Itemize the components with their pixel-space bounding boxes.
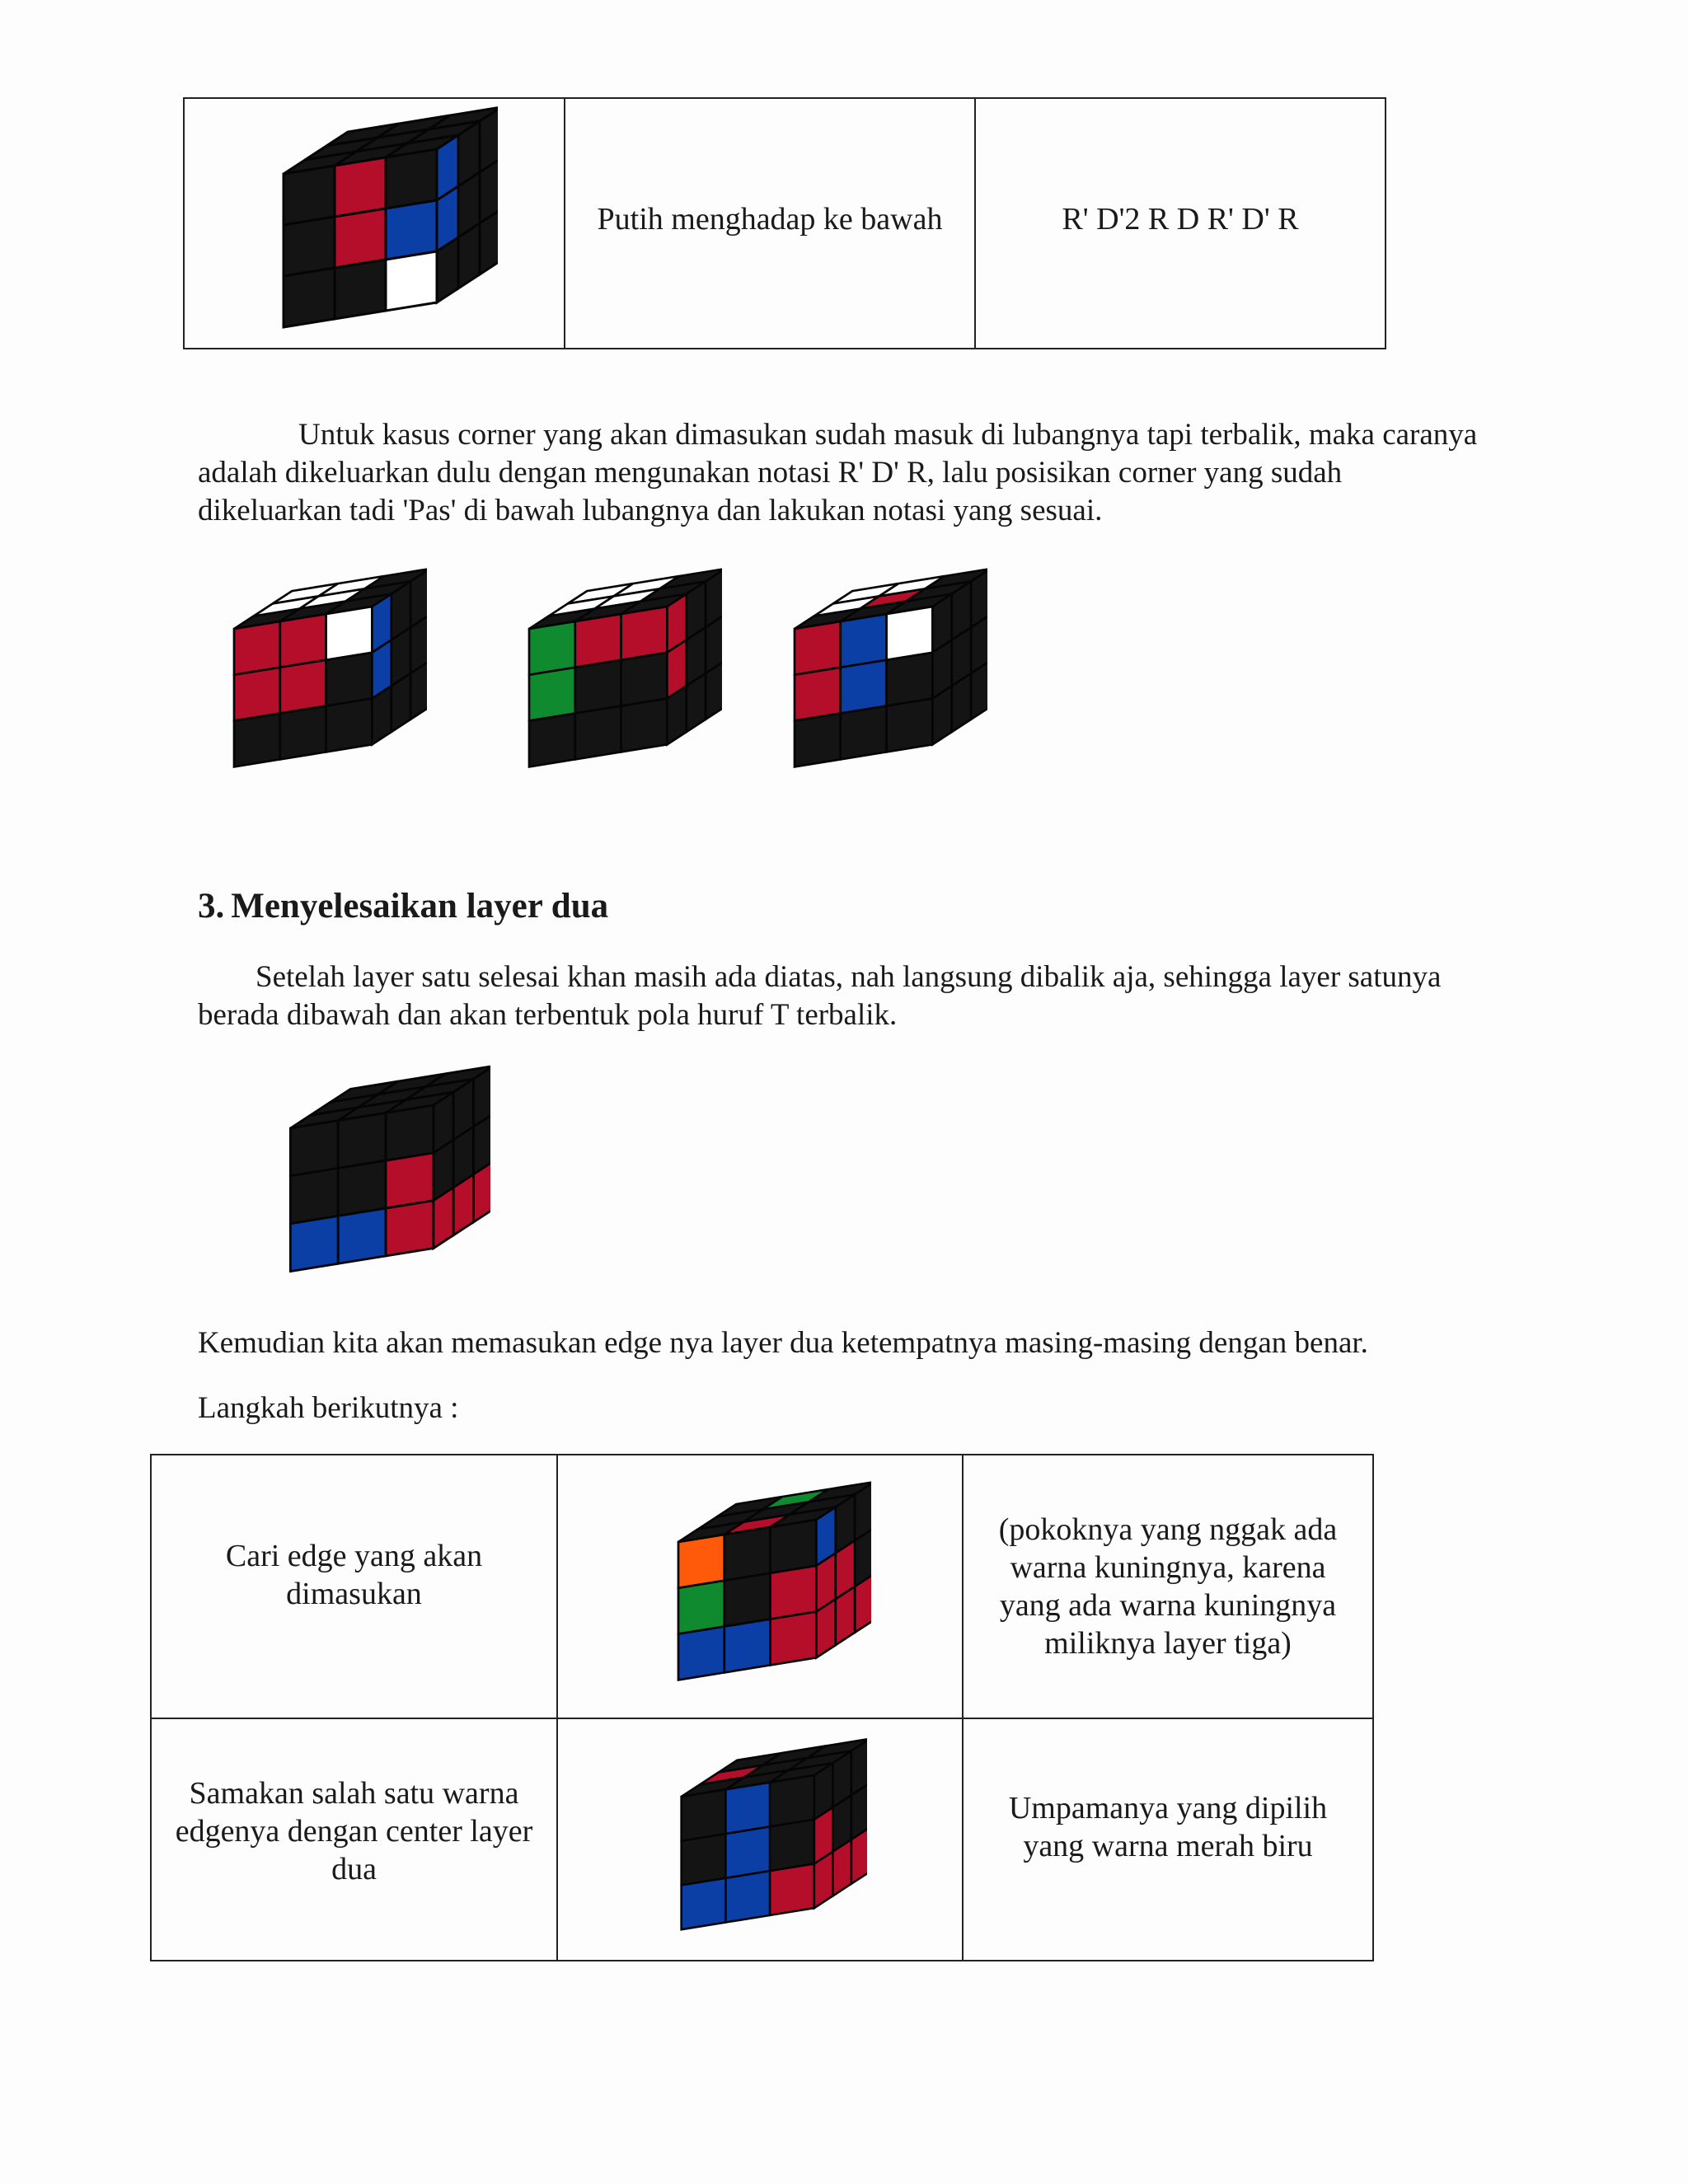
cube-sticker-front: [284, 166, 335, 225]
cube-sticker-front: [234, 668, 280, 721]
cube-sticker-front: [887, 699, 933, 752]
cube-sticker-front: [841, 706, 887, 760]
cube-sticker-front: [386, 149, 437, 209]
cube-sticker-front: [771, 1520, 817, 1573]
cube-sticker-front: [724, 1619, 771, 1673]
step-instruction-cell: [151, 1455, 557, 1718]
cube-sticker-front: [682, 1789, 726, 1840]
cube-sticker-front: [326, 699, 373, 752]
cube-sticker-front: [386, 1105, 434, 1160]
cube-layer-two: [260, 1055, 490, 1294]
table-row: [151, 1718, 1373, 1961]
cube-sticker-front: [771, 1566, 817, 1619]
cube-sticker-front: [529, 714, 575, 767]
cube-sticker-front: [338, 1113, 386, 1168]
cube-sticker-front: [290, 1216, 338, 1271]
case-description: Putih menghadap ke bawah: [597, 202, 943, 237]
step-instruction-cell: [151, 1718, 557, 1961]
cube-sticker-front: [887, 653, 933, 706]
cube-sticker-front: [725, 1826, 770, 1877]
step-image-cell: [557, 1455, 963, 1718]
cube-sticker-front: [280, 660, 326, 714]
cube-sticker-front: [724, 1527, 771, 1581]
cube-sticker-front: [770, 1820, 814, 1871]
cube-sticker-front: [841, 660, 887, 714]
cube-corner-step-3: [765, 554, 987, 793]
cube-sticker-front: [386, 1153, 434, 1208]
step-instruction: Cari edge yang akan dimasukan: [225, 1539, 483, 1611]
cube-sticker-front: [335, 209, 386, 268]
steps-table: [150, 1454, 1374, 1961]
cube-sticker-front: [678, 1627, 724, 1680]
section-number: 3.: [198, 887, 225, 926]
cube-sticker-front: [771, 1612, 817, 1666]
cube-sticker-front: [234, 714, 280, 767]
cube-sticker-front: [724, 1573, 771, 1627]
cube-sticker-front: [621, 653, 668, 706]
cube-sticker-front: [326, 607, 373, 660]
cube-sticker-front: [682, 1834, 726, 1885]
cube-sticker-front: [290, 1169, 338, 1224]
cube-corner-step-1: [204, 554, 427, 793]
cube-sticker-front: [575, 660, 621, 714]
cube-sticker-front: [335, 260, 386, 319]
cube-sticker-front: [841, 614, 887, 668]
cube-sticker-front: [290, 1121, 338, 1176]
cube-sticker-front: [621, 699, 668, 752]
step-instruction: Samakan salah satu warna edgenya dengan center layer dua: [175, 1776, 533, 1886]
cube-sticker-front: [326, 653, 373, 706]
step-note: (pokoknya yang nggak ada warna kuningnya, karena yang ada warna kuningnya miliknya layer tiga): [998, 1512, 1338, 1661]
cube-sticker-front: [338, 1208, 386, 1263]
cube-sticker-front: [284, 217, 335, 276]
steps-label: Langkah berikutnya :: [198, 1391, 459, 1425]
top-table-image-cell: [184, 98, 565, 349]
cube-sticker-front: [335, 157, 386, 217]
cube-sticker-front: [770, 1775, 814, 1826]
cube-sticker-front: [575, 614, 621, 668]
cube-sticker-front: [725, 1871, 770, 1922]
cube-illustration: [251, 100, 498, 347]
cube-sticker-front: [795, 668, 841, 721]
top-table-description-cell: [565, 98, 975, 349]
layer-paragraph: Setelah layer satu selesai khan masih ada diatas, nah langsung dibalik aja, sehingga layer satunya berada dibawah dan akan terbentuk pola huruf T terbalik.: [198, 960, 1442, 1032]
step-note: Umpamanya yang dipilih yang warna merah biru: [1008, 1791, 1328, 1863]
cube-sticker-front: [386, 1201, 434, 1256]
step-note-cell: [963, 1718, 1373, 1961]
cube-sticker-front: [682, 1878, 726, 1929]
cube-step-1: [649, 1467, 871, 1706]
cube-sticker-front: [887, 607, 933, 660]
cube-sticker-front: [795, 621, 841, 675]
cube-sticker-front: [280, 706, 326, 760]
step-note-cell: [963, 1455, 1373, 1718]
cube-sticker-front: [678, 1581, 724, 1634]
top-table: [183, 97, 1386, 349]
cube-sticker-front: [678, 1535, 724, 1588]
cube-sticker-front: [575, 706, 621, 760]
cube-sticker-front: [386, 251, 437, 311]
top-table-notation-cell: [975, 98, 1386, 349]
notation-sequence: R' D'2 R D R' D' R: [1062, 202, 1299, 237]
cube-sticker-front: [725, 1783, 770, 1834]
cube-sticker-front: [284, 268, 335, 327]
cube-sticker-front: [770, 1863, 814, 1915]
section-heading: [198, 885, 608, 928]
section-title: Menyelesaikan layer dua: [231, 887, 609, 926]
cube-sticker-front: [338, 1160, 386, 1216]
cube-sticker-front: [234, 621, 280, 675]
cube-sticker-front: [529, 668, 575, 721]
cube-sticker-front: [280, 614, 326, 668]
cube-sticker-front: [795, 714, 841, 767]
step-image-cell: [557, 1718, 963, 1961]
edge-paragraph: Kemudian kita akan memasukan edge nya layer dua ketempatnya masing-masing dengan benar.: [198, 1326, 1368, 1360]
cube-sticker-front: [621, 607, 668, 660]
table-row: [151, 1455, 1373, 1718]
cube-sticker-front: [529, 621, 575, 675]
cube-step-2: [653, 1728, 867, 1951]
cube-sticker-front: [386, 200, 437, 260]
cube-corner-step-2: [499, 554, 722, 793]
corner-paragraph: Untuk kasus corner yang akan dimasukan sudah masuk di lubangnya tapi terbalik, maka caranya adalah dikeluarkan dulu dengan mengunakan notasi R' D' R, lalu posisikan corner yang sudah dikeluarkan tadi 'Pas' di bawah lubangnya dan lakukan notasi yang sesuai.: [198, 418, 1478, 527]
